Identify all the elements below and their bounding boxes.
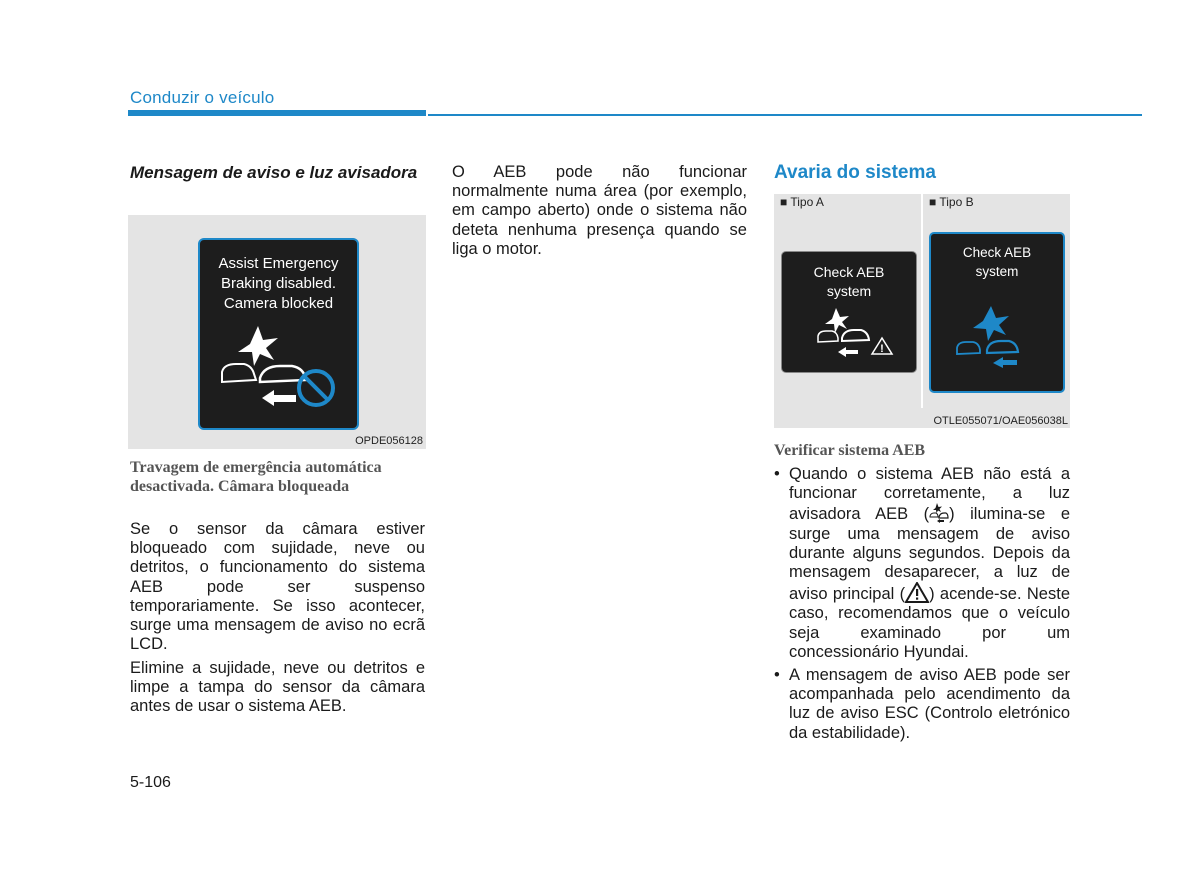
type-b-line-2: system [975,264,1019,279]
bullet-2-text: A mensagem de aviso AEB pode ser acompanhada pelo acendimento da luz de aviso ESC (Controlo eletrónico da estabilidade). [789,666,1070,742]
list-item [774,666,1070,743]
screen-line-3: Camera blocked [223,295,334,312]
camera-blocked-paragraph-2: Elimine a sujidade, neve ou detritos e limpe a tampa do sensor da câmara antes de usar o sistema AEB. [130,659,425,716]
warning-message-heading: Mensagem de aviso e luz avisadora [130,163,418,182]
cluster-screen [198,238,359,430]
camera-blocked-paragraph-1: Se o sensor da câmara estiver bloqueado com sujidade, neve ou detritos, o funcionamento do sistema AEB pode ser suspenso temporariamente. Se isso acontecer, surge uma mensagem de aviso no ecrã LCD. [130,520,425,654]
bullet-1-text-b: ) ilumina-se e surge uma mensagem de aviso durante alguns segundos. Depois da mensagem desaparecer, a luz de aviso principal ( [789,505,1070,604]
camera-blocked-figure [128,215,426,449]
master-warning-inline-icon [905,582,929,603]
type-a-message [782,263,916,301]
type-a-line-2: system [826,283,872,299]
header-rule-thick [128,110,426,116]
figure-code: OPDE056128 [355,435,423,447]
aeb-disabled-icon [218,326,343,416]
type-b-panel [929,232,1065,393]
header-rule-thin [428,114,1142,116]
screen-line-1: Assist Emergency [218,255,339,272]
aeb-warning-icon [816,308,896,360]
check-aeb-figure [774,194,1070,428]
system-malfunction-heading: Avaria do sistema [774,162,936,183]
figure-divider [921,194,923,408]
type-b-message [931,243,1063,281]
type-a-line-1: Check AEB [813,264,885,280]
check-aeb-bullet-list [774,465,1070,747]
aeb-warning-inline-icon [929,503,949,523]
type-b-label: ■ Tipo B [929,195,974,209]
bullet-1-text-c: ) acende-se. Neste caso, recomendamos que o veículo seja examinado por um concessionário Hyundai. [789,585,1070,661]
type-b-line-1: Check AEB [962,245,1032,260]
bullet-1-text-a: Quando o sistema AEB não está a funcionar corretamente, a luz avisadora AEB ( [789,465,1070,524]
type-a-panel [781,251,917,373]
page-number: 5-106 [130,774,171,791]
check-aeb-subheading: Verificar sistema AEB [774,442,926,459]
screen-line-2: Braking disabled. [220,275,337,292]
aeb-open-area-paragraph: O AEB pode não funcionar normalmente numa área (por exemplo, em campo aberto) onde o sistema não deteta nenhuma presença quando se liga o motor. [452,163,747,258]
list-item [774,465,1070,662]
camera-blocked-subheading: Travagem de emergência automática desactivada. Câmara bloqueada [130,459,382,495]
type-a-label: ■ Tipo A [780,195,824,209]
screen-message [200,254,357,314]
section-title: Conduzir o veículo [130,88,275,107]
figure-code-b: OTLE055071/OAE056038L [933,415,1068,427]
svg-text:!: ! [880,343,884,355]
aeb-warning-icon-blue [953,306,1043,368]
